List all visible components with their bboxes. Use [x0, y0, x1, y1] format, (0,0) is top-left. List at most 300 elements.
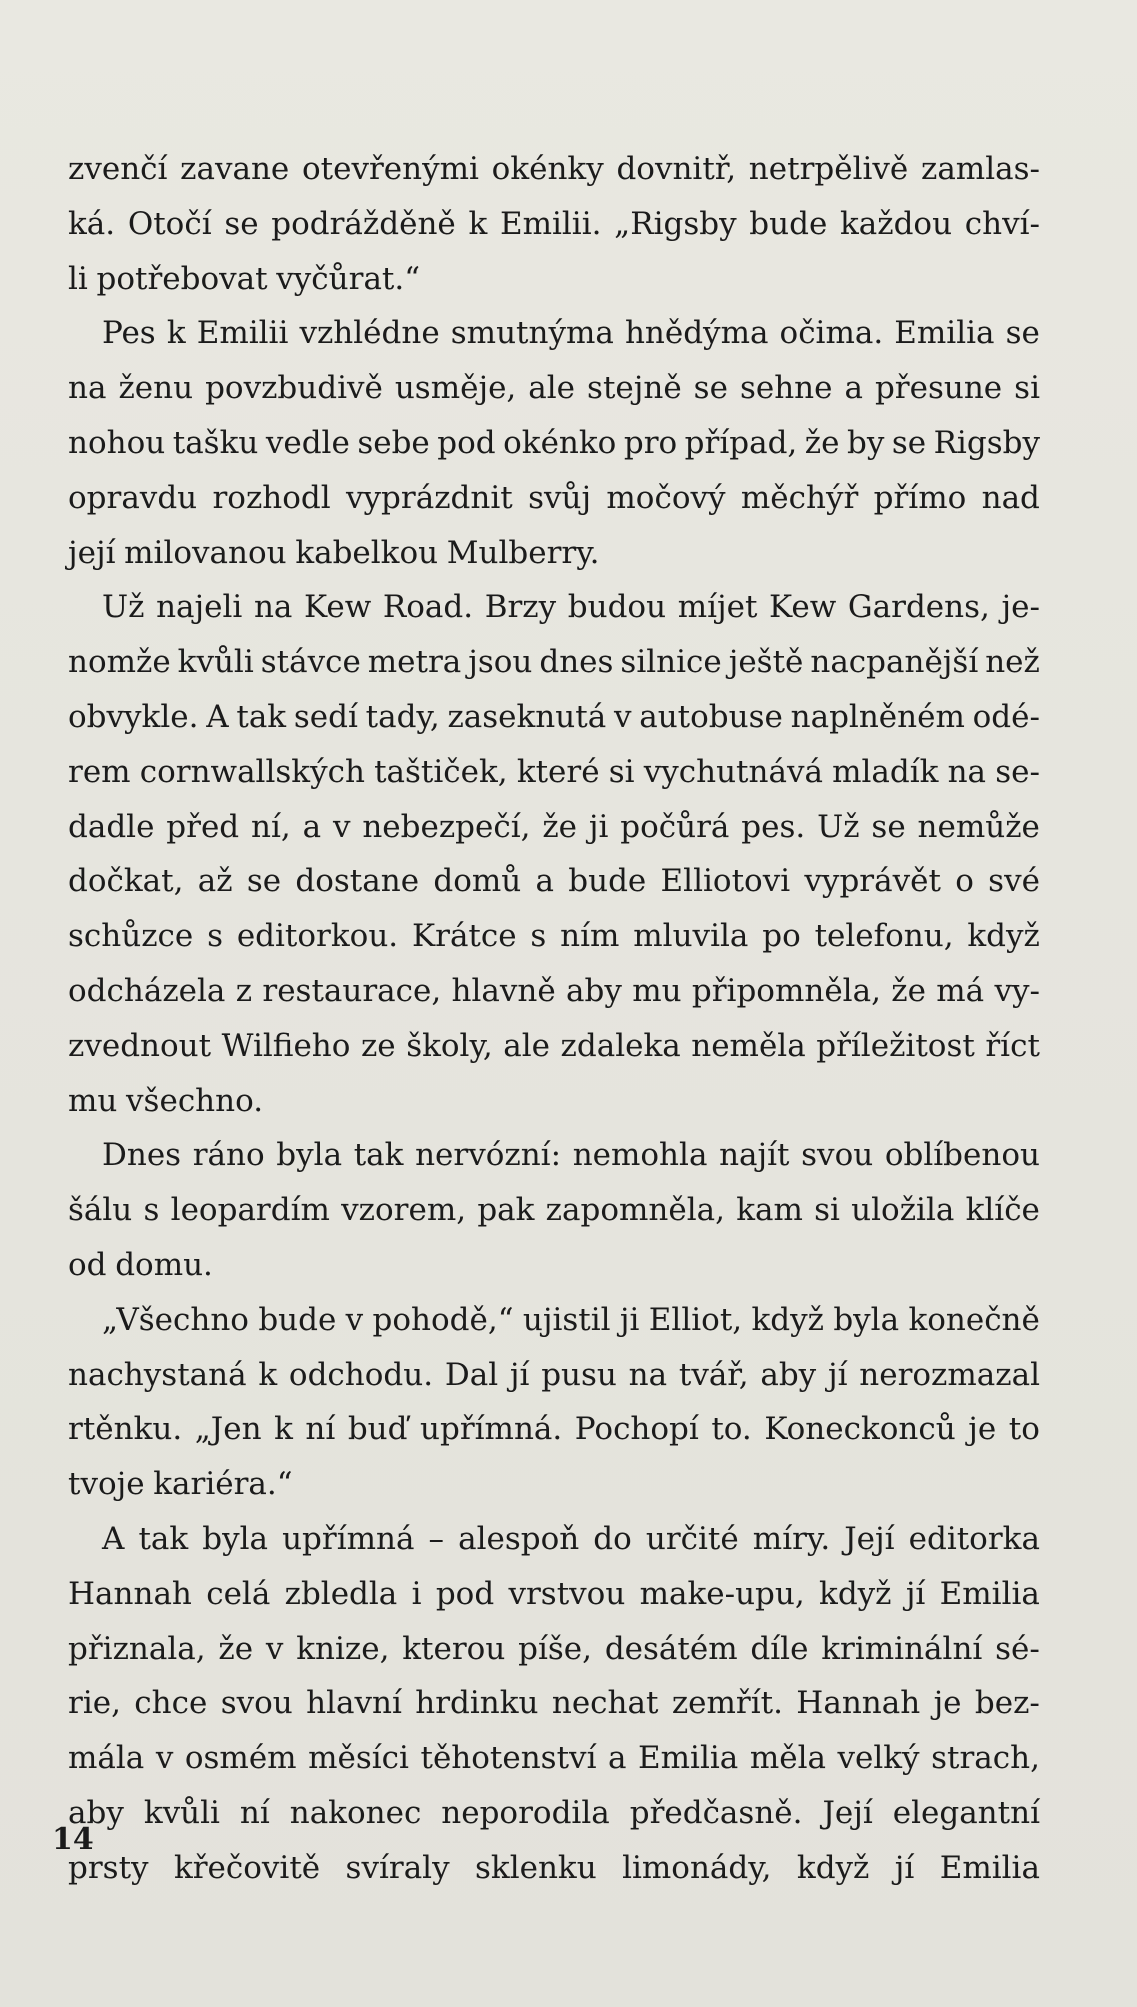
word: dadle	[68, 808, 155, 845]
text-line	[68, 1622, 1040, 1677]
word: příležitost	[816, 1027, 975, 1064]
word: mladík	[832, 753, 939, 790]
word: Emilia	[894, 315, 995, 352]
text-line	[68, 361, 1040, 416]
word: mluvila	[633, 918, 749, 955]
word: Road.	[382, 589, 474, 626]
word: i	[411, 1575, 422, 1612]
word: zbledla	[284, 1575, 398, 1612]
word: kriminální	[821, 1630, 983, 1667]
word: –	[428, 1520, 445, 1557]
word: svou	[220, 1685, 293, 1722]
word: Už	[102, 589, 145, 626]
word: si	[814, 1192, 840, 1229]
text-line	[68, 1567, 1040, 1622]
word: taštiček,	[374, 753, 508, 790]
word: ještě	[728, 644, 804, 681]
word: Pes	[102, 315, 156, 352]
text-line	[68, 1841, 1040, 1896]
word: klíče	[965, 1192, 1040, 1229]
text-line	[68, 1293, 1040, 1348]
word: močový	[606, 479, 726, 516]
word: zapomněla,	[545, 1192, 725, 1229]
word: odchodu.	[288, 1356, 434, 1393]
word: případ,	[684, 424, 798, 461]
word: Krátce	[411, 918, 517, 955]
word: nomže	[68, 644, 171, 681]
word: nervózní:	[415, 1137, 562, 1174]
word: Rigsby	[933, 424, 1040, 461]
word: k	[166, 315, 186, 352]
word: Pochopí	[574, 1411, 699, 1448]
word: mu	[68, 1082, 118, 1119]
word: pohodě,“	[372, 1301, 514, 1338]
word: na	[628, 1356, 668, 1393]
word: všechno.	[126, 1082, 264, 1119]
word: upřímná	[282, 1520, 415, 1557]
text-line	[68, 471, 1040, 526]
word: své	[988, 863, 1040, 900]
word: okénko	[503, 424, 617, 461]
word: najeli	[156, 589, 243, 626]
word: uložila	[851, 1192, 955, 1229]
word: s	[207, 918, 223, 955]
text-line	[68, 800, 1040, 855]
word: nakonec	[289, 1794, 422, 1831]
word: hnědýma	[624, 315, 769, 352]
word: obvykle.	[68, 698, 199, 735]
word: a	[608, 1740, 627, 1777]
text-line	[68, 197, 1040, 252]
word: než	[985, 644, 1040, 681]
word: rtěnku.	[68, 1411, 183, 1448]
word: „Jen	[194, 1411, 262, 1448]
word: Hannah	[796, 1685, 921, 1722]
word: okénky	[491, 151, 604, 187]
word: bude	[258, 1301, 337, 1338]
word: se-	[995, 753, 1040, 790]
word: odé-	[972, 698, 1040, 735]
word: strach,	[931, 1740, 1040, 1777]
text-line	[68, 745, 1040, 800]
word: nad	[981, 479, 1040, 516]
word: buď	[347, 1411, 408, 1448]
body-text	[68, 142, 1040, 1896]
word: vzhlédne	[299, 315, 440, 352]
word: se	[891, 424, 927, 461]
word: píše,	[518, 1630, 592, 1667]
word: na	[947, 753, 987, 790]
word: sedí	[293, 698, 358, 735]
word: šálu	[68, 1192, 133, 1229]
word: milovanou	[124, 534, 287, 571]
word: míjet	[677, 589, 758, 626]
word: jí	[509, 1356, 530, 1393]
word: svíraly	[345, 1849, 450, 1886]
word: stávce	[260, 644, 361, 681]
word: Emilii.	[499, 205, 602, 242]
word: těhotenství	[420, 1740, 597, 1777]
text-line	[68, 1074, 1040, 1129]
word: jí	[905, 1575, 926, 1612]
word: zdaleka	[560, 1027, 681, 1064]
word: zvenčí	[68, 151, 168, 187]
word: „Všechno	[102, 1301, 249, 1338]
text-line	[68, 1348, 1040, 1403]
text-line	[68, 306, 1040, 361]
word: kam	[736, 1192, 803, 1229]
text-line	[68, 1786, 1040, 1841]
word: ji	[619, 1301, 640, 1338]
word: hlavně	[451, 972, 556, 1009]
word: neměla	[691, 1027, 806, 1064]
word: je-	[1001, 589, 1040, 626]
word: a	[535, 863, 554, 900]
word: limonády,	[622, 1849, 772, 1886]
word: se	[693, 370, 728, 407]
word: nemohla	[572, 1137, 708, 1174]
word: a	[302, 808, 322, 845]
word: svou	[801, 1137, 874, 1174]
word: od	[68, 1246, 107, 1283]
word: ženu	[118, 370, 194, 407]
word: bude	[749, 205, 828, 242]
word: naplněném	[790, 698, 965, 735]
word: když	[751, 1301, 824, 1338]
text-line	[68, 1512, 1040, 1567]
word: mála	[68, 1740, 145, 1777]
word: Její	[822, 1794, 873, 1831]
word: ji	[588, 808, 609, 845]
word: Kew	[769, 589, 837, 626]
word: podrážděně	[271, 205, 456, 242]
word: dočkat,	[68, 863, 184, 900]
word: sebe	[357, 424, 430, 461]
word: Dnes	[102, 1137, 182, 1174]
word: kterou	[402, 1630, 506, 1667]
word: smutnýma	[450, 315, 614, 352]
word: A	[102, 1520, 125, 1557]
word: upřímná.	[420, 1411, 563, 1448]
word: Elliot,	[648, 1301, 743, 1338]
word: Gardens,	[847, 589, 990, 626]
word: byla	[276, 1137, 343, 1174]
word: díle	[750, 1630, 809, 1667]
text-line	[68, 1183, 1040, 1238]
word: určité	[645, 1520, 739, 1557]
word: vy-	[994, 972, 1040, 1009]
word: Emilia	[638, 1740, 739, 1777]
word: autobuse	[639, 698, 783, 735]
word: si	[1014, 370, 1040, 407]
word: z	[235, 972, 253, 1009]
word: ní	[305, 1411, 336, 1448]
word: až	[197, 863, 233, 900]
word: jí	[894, 1849, 915, 1886]
word: jí	[827, 1356, 848, 1393]
word: pes.	[741, 808, 806, 845]
word: vzorem,	[341, 1192, 467, 1229]
word: k	[468, 205, 488, 242]
word: pusu	[541, 1356, 617, 1393]
word: osmém	[184, 1740, 297, 1777]
word: telefonu,	[814, 918, 954, 955]
word: ale	[503, 1027, 550, 1064]
word: mu	[632, 972, 682, 1009]
text-line	[68, 1676, 1040, 1731]
word: knize,	[296, 1630, 390, 1667]
word: k	[274, 1411, 293, 1448]
text-line	[68, 635, 1040, 690]
text-line	[68, 964, 1040, 1019]
word: velký	[837, 1740, 920, 1777]
word: když	[967, 918, 1040, 955]
word: v	[345, 1301, 364, 1338]
word: které	[516, 753, 600, 790]
word: potřebovat	[96, 260, 268, 297]
word: v	[265, 1630, 284, 1667]
word: zaseknutá	[447, 698, 607, 735]
word: její	[68, 534, 116, 571]
word: tak	[353, 1137, 404, 1174]
word: rem	[68, 753, 131, 790]
word: že	[891, 972, 926, 1009]
word: Otočí	[127, 205, 212, 242]
word: říct	[985, 1027, 1040, 1064]
word: vyprávět	[804, 863, 941, 900]
word: restaurace,	[262, 972, 442, 1009]
word: Koneckonců	[764, 1411, 956, 1448]
word: alespoň	[458, 1520, 580, 1557]
word: to	[1008, 1411, 1040, 1448]
word: ale	[528, 370, 576, 407]
word: pak	[477, 1192, 535, 1229]
word: si	[608, 753, 635, 790]
word: zemřít.	[671, 1685, 783, 1722]
word: ráno	[192, 1137, 265, 1174]
word: Emilii	[196, 315, 289, 352]
word: se	[1005, 315, 1040, 352]
word: kvůli	[177, 644, 254, 681]
word: před	[166, 808, 240, 845]
word: s	[143, 1192, 160, 1229]
word: vyprázdnit	[346, 479, 513, 516]
word: Už	[817, 808, 860, 845]
word: nohou	[68, 424, 166, 461]
word: tady,	[365, 698, 440, 735]
word: rie,	[68, 1685, 121, 1722]
word: hlavní	[306, 1685, 402, 1722]
text-line	[68, 690, 1040, 745]
word: přesune	[874, 370, 1003, 407]
word: k	[258, 1356, 278, 1393]
word: opravdu	[68, 479, 198, 516]
word: kvůli	[143, 1794, 220, 1831]
word: chce	[134, 1685, 208, 1722]
word: bez-	[974, 1685, 1040, 1722]
word: domu.	[115, 1246, 213, 1283]
word: make-upu,	[639, 1575, 805, 1612]
word: prsty	[68, 1849, 149, 1886]
word: ním	[560, 918, 620, 955]
word: zamlas-	[920, 151, 1040, 187]
word: schůzce	[68, 918, 194, 955]
text-line	[68, 252, 1040, 307]
word: pod	[435, 1575, 495, 1612]
word: metra	[367, 644, 462, 681]
word: přiznala,	[68, 1630, 206, 1667]
word: tašku	[172, 424, 259, 461]
word: v	[332, 808, 351, 845]
word: počůrá	[620, 808, 730, 845]
text-line	[68, 1457, 1040, 1512]
word: tvář,	[678, 1356, 749, 1393]
word: na	[253, 589, 293, 626]
text-line	[68, 580, 1040, 635]
word: zvednout	[68, 1027, 212, 1064]
word: Emilia	[939, 1575, 1040, 1612]
word: byla	[202, 1520, 269, 1557]
word: očima.	[779, 315, 884, 352]
word: povzbudivě	[205, 370, 383, 407]
text-line	[68, 1402, 1040, 1457]
word: aby	[566, 972, 622, 1009]
word: usměje,	[394, 370, 517, 407]
word: nachystaná	[68, 1356, 247, 1393]
word: Emilia	[939, 1849, 1040, 1886]
word: s	[530, 918, 547, 955]
word: školy,	[406, 1027, 493, 1064]
word: Hannah	[68, 1575, 192, 1612]
word: tak	[236, 698, 287, 735]
word: když	[819, 1575, 892, 1612]
word: nebezpečí,	[362, 808, 531, 845]
word: o	[955, 863, 974, 900]
word: odcházela	[68, 972, 226, 1009]
word: každou	[839, 205, 953, 242]
word: budou	[567, 589, 667, 626]
word: „Rigsby	[614, 205, 737, 242]
word: sé-	[995, 1630, 1040, 1667]
word: jsou	[468, 644, 533, 681]
word: nechat	[551, 1685, 659, 1722]
word: tvoje	[68, 1466, 145, 1503]
word: konečně	[908, 1301, 1040, 1338]
word: svůj	[528, 479, 592, 516]
word: po	[762, 918, 801, 955]
word: otevřenými	[302, 151, 479, 187]
word: by	[846, 424, 885, 461]
word: míry.	[752, 1520, 831, 1557]
word: když	[796, 1849, 870, 1886]
word: dnes	[539, 644, 614, 681]
word: chví-	[964, 205, 1040, 242]
word: pod	[437, 424, 496, 461]
word: to.	[711, 1411, 752, 1448]
text-line	[68, 1238, 1040, 1293]
word: měsíci	[308, 1740, 409, 1777]
word: Její	[844, 1520, 895, 1557]
text-line	[68, 854, 1040, 909]
word: celá	[206, 1575, 271, 1612]
word: ní	[239, 1794, 270, 1831]
text-line	[68, 1019, 1040, 1074]
word: tak	[138, 1520, 189, 1557]
word: kabelkou	[295, 534, 439, 571]
word: vyčůrat.“	[276, 260, 421, 297]
word: Mulberry.	[446, 534, 600, 571]
word: se	[871, 808, 906, 845]
text-line	[68, 1128, 1040, 1183]
text-line	[68, 416, 1040, 471]
page-number: 14	[52, 1822, 94, 1857]
word: v	[613, 698, 632, 735]
word: Wilfieho	[221, 1027, 351, 1064]
word: kariéra.“	[153, 1466, 293, 1503]
word: připomněla,	[691, 972, 881, 1009]
word: do	[593, 1520, 632, 1557]
word: stejně	[587, 370, 682, 407]
word: aby	[68, 1794, 124, 1831]
word: leopardím	[170, 1192, 330, 1229]
word: sehne	[739, 370, 833, 407]
word: elegantní	[892, 1794, 1040, 1831]
word: je	[933, 1685, 962, 1722]
word: rozhodl	[212, 479, 331, 516]
word: silnice	[620, 644, 722, 681]
word: nemůže	[917, 808, 1040, 845]
word: vychutnává	[643, 753, 823, 790]
word: je	[968, 1411, 997, 1448]
word: pro	[623, 424, 678, 461]
word: Brzy	[484, 589, 557, 626]
word: byla	[833, 1301, 900, 1338]
word: A	[206, 698, 229, 735]
word: křečovitě	[173, 1849, 321, 1886]
word: bude	[568, 863, 647, 900]
word: ze	[360, 1027, 396, 1064]
word: ní,	[251, 808, 291, 845]
text-line	[68, 909, 1040, 964]
word: editorkou.	[236, 918, 399, 955]
word: li	[68, 260, 88, 297]
word: domů	[433, 863, 522, 900]
word: dostane	[295, 863, 420, 900]
word: a	[844, 370, 863, 407]
word: neporodila	[441, 1794, 610, 1831]
word: sklenku	[475, 1849, 597, 1886]
word: že	[804, 424, 840, 461]
word: vedle	[265, 424, 350, 461]
word: oblíbenou	[884, 1137, 1040, 1174]
word: zavane	[180, 151, 290, 187]
word: Elliotovi	[660, 863, 791, 900]
word: nerozmazal	[859, 1356, 1040, 1393]
word: měchýř	[740, 479, 859, 516]
word: že	[218, 1630, 254, 1667]
word: ká.	[68, 205, 116, 242]
word: cornwallských	[139, 753, 365, 790]
word: předčasně.	[629, 1794, 803, 1831]
word: že	[542, 808, 578, 845]
word: na	[68, 370, 107, 407]
text-line	[68, 526, 1040, 581]
word: hrdinku	[415, 1685, 539, 1722]
word: Kew	[304, 589, 372, 626]
word: přímo	[873, 479, 967, 516]
word: desátém	[604, 1630, 738, 1667]
word: nacpanější	[810, 644, 979, 681]
